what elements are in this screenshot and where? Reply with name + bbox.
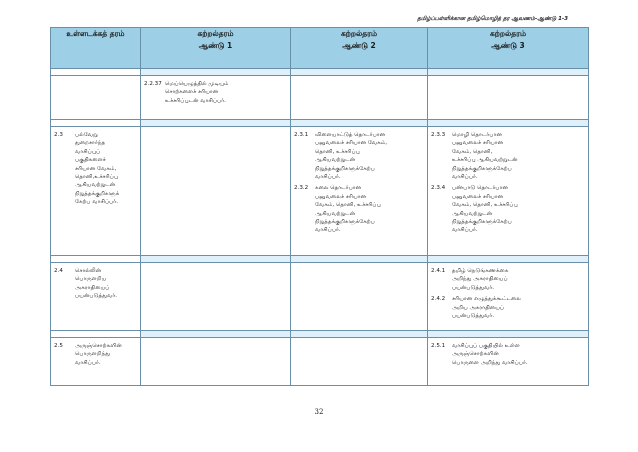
standard-text: சரியான எழுத்துக்கூட்டலை அறிய அகராதியைப் பயன்படுத்துவர். (452, 296, 521, 320)
standard-text: அருஞ்சொற்களின் பொருளறிந்து வாசிப்பர். (75, 343, 122, 366)
row-spacer (51, 120, 589, 127)
standard-item (431, 184, 585, 234)
standard-text: தமிழ் நெடுங்கணக்கை அறிந்து அகராதியைப் பயன்படுத்துவர். (452, 268, 509, 291)
spacer-cell (428, 69, 589, 76)
standard-number: 2.5.1 (431, 343, 446, 349)
table-row (51, 76, 589, 120)
standard-text: விளையாட்டுத் தொடர்பான பனுவலைச் சரியான வேகம், தொனி, உச்சரிப்பு ஆகியவற்றுடன் நிறுத்தக்குறிகளுக்கேற்ப வாசிப்பர். (315, 132, 388, 181)
table-row (51, 127, 589, 256)
standard-text: வாசிப்புப் பகுதியில் உள்ள அருஞ்சொற்களின் பொருளை அறிந்து வாசிப்பர். (452, 343, 528, 366)
spacer-cell (141, 69, 291, 76)
standard-number: 2.3.2 (294, 185, 309, 192)
learning-standard-cell (428, 76, 589, 120)
curriculum-table (50, 27, 589, 386)
spacer-cell (291, 256, 428, 263)
content-standard-cell (51, 338, 141, 386)
spacer-cell (291, 120, 428, 127)
content-standard-cell (51, 263, 141, 331)
spacer-cell (141, 120, 291, 127)
standard-item (54, 131, 137, 207)
row-spacer (51, 331, 589, 338)
standard-number: 2.2.37 (144, 81, 162, 87)
learning-standard-cell (428, 127, 589, 256)
spacer-cell (141, 256, 291, 263)
standard-item (54, 342, 137, 367)
table-row (51, 263, 589, 331)
spacer-cell (291, 331, 428, 338)
table-header-row (51, 28, 589, 69)
standard-item (431, 342, 585, 367)
standard-number: 2.4.2 (431, 296, 446, 303)
standard-item (431, 267, 585, 292)
spacer-cell (291, 69, 428, 76)
spacer-cell (428, 120, 589, 127)
standard-text: கலை தொடர்பான பனுவலைச் சரியான வேகம், தொனி, உச்சரிப்பு ஆகியவற்றுடன் நிறுத்தக்குறிகளுக்கேற்ப வாசிப்பர். (315, 185, 381, 234)
spacer-cell (51, 69, 141, 76)
document-header: தமிழ்ப்பள்ளிக்கான தமிழ்மொழித் தர ஆவணம்-ஆண்டு 1-3 (417, 16, 568, 22)
standard-number: 2.4 (54, 268, 63, 274)
standard-text: சொல்லின் பொருளறிய அகராதியைப் பயன்படுத்துவர். (75, 268, 118, 300)
learning-standard-cell (291, 76, 428, 120)
standard-item (431, 131, 585, 181)
learning-standard-cell (141, 263, 291, 331)
standard-number: 2.3 (54, 132, 63, 138)
learning-standard-cell (141, 76, 291, 120)
spacer-cell (51, 256, 141, 263)
standard-text: பண்பாடு தொடர்பான பனுவலைச் சரியான வேகம், தொனி, உச்சரிப்பு ஆகியவற்றுடன் நிறுத்தக்குறிகளுக்கேற்ப வாசிப்பர். (452, 185, 518, 234)
spacer-cell (141, 331, 291, 338)
standard-number: 2.4.1 (431, 268, 446, 274)
header-year-3: கற்றல்தரம் ஆண்டு 3 (428, 28, 589, 69)
learning-standard-cell (291, 338, 428, 386)
spacer-cell (51, 120, 141, 127)
standard-item (54, 267, 137, 301)
standard-item (431, 295, 585, 320)
learning-standard-cell (141, 338, 291, 386)
row-spacer (51, 256, 589, 263)
learning-standard-cell (428, 263, 589, 331)
content-standard-cell (51, 127, 141, 256)
standard-number: 2.3.4 (431, 185, 446, 192)
standard-number: 2.3.3 (431, 132, 446, 138)
spacer-cell (428, 331, 589, 338)
standard-text: பல்வேறு துறைசார்ந்த வாசிப்புப் பகுதிகளைச் சரியான வேகம், தொனி,உச்சரிப்பு ஆகியவற்றுடன் நிறுத்தக்குறிகளுக் கேற்ப வாசிப்பர். (75, 132, 120, 206)
header-year-2: கற்றல்தரம் ஆண்டு 2 (291, 28, 428, 69)
table-row (51, 338, 589, 386)
learning-standard-cell (428, 338, 589, 386)
content-standard-cell (51, 76, 141, 120)
page-number: 32 (314, 408, 324, 416)
header-content-standard: உள்ளடக்கத் தரம் (51, 28, 141, 69)
standard-item (144, 80, 287, 105)
header-year-1: கற்றல்தரம் ஆண்டு 1 (141, 28, 291, 69)
spacer-cell (51, 331, 141, 338)
standard-text: மொழி தொடர்பான பனுவலைச் சரியான வேகம், தொனி, உச்சரிப்பு ஆகியவற்றுடன் நிறுத்தக்குறிகளுக்கேற்ப வாசிப்பர். (452, 132, 518, 181)
learning-standard-cell (141, 127, 291, 256)
standard-number: 2.3.1 (294, 132, 309, 138)
spacer-cell (428, 256, 589, 263)
learning-standard-cell (291, 263, 428, 331)
row-spacer (51, 69, 589, 76)
standard-item (294, 131, 424, 181)
standard-number: 2.5 (54, 343, 63, 349)
standard-text: மெய்யெழுத்தில் முடியும் சொற்களைச் சரியான உச்சரிப்புடன் வாசிப்பர். (165, 81, 229, 104)
standard-item (294, 184, 424, 234)
learning-standard-cell (291, 127, 428, 256)
